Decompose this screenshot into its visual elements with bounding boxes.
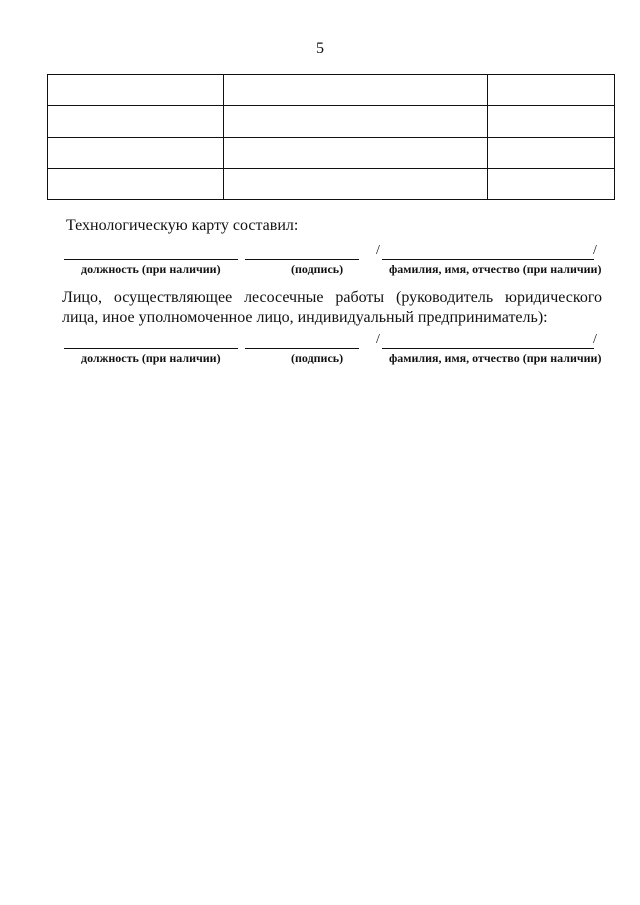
page-number: 5 <box>316 40 324 57</box>
fullname-slash-right: / <box>593 332 597 347</box>
position-line[interactable] <box>64 259 238 260</box>
section2-heading: Лицо, осуществляющее лесосечные работы (руководитель юридического лица, иное уполномоченное лицо, индивидуальный предприниматель): <box>62 289 602 326</box>
table-row <box>48 106 615 137</box>
position-caption: должность (при наличии) <box>81 262 221 276</box>
signature-line[interactable] <box>245 348 359 349</box>
table-row <box>48 75 615 106</box>
fullname-slash-right: / <box>593 243 597 258</box>
table-cell <box>224 137 488 168</box>
fullname-caption: фамилия, имя, отчество (при наличии) <box>389 262 602 276</box>
table-cell <box>488 168 615 199</box>
table-row <box>48 168 615 199</box>
table-cell <box>224 75 488 106</box>
table-cell <box>488 106 615 137</box>
signature-caption: (подпись) <box>291 262 344 276</box>
table-cell <box>48 168 224 199</box>
table-cell <box>488 75 615 106</box>
table-cell <box>224 106 488 137</box>
position-line[interactable] <box>64 348 238 349</box>
fullname-line[interactable] <box>382 348 594 349</box>
signature-line[interactable] <box>245 259 359 260</box>
table-cell <box>488 137 615 168</box>
section1-heading: Технологическую карту составил: <box>66 217 299 234</box>
fullname-caption: фамилия, имя, отчество (при наличии) <box>389 351 602 365</box>
table-cell <box>224 168 488 199</box>
position-caption: должность (при наличии) <box>81 351 221 365</box>
fullname-slash-left: / <box>376 243 380 258</box>
data-table <box>47 74 615 200</box>
fullname-line[interactable] <box>382 259 594 260</box>
signature-caption: (подпись) <box>291 351 344 365</box>
fullname-slash-left: / <box>376 332 380 347</box>
table-cell <box>48 75 224 106</box>
table-cell <box>48 106 224 137</box>
table-row <box>48 137 615 168</box>
table-cell <box>48 137 224 168</box>
